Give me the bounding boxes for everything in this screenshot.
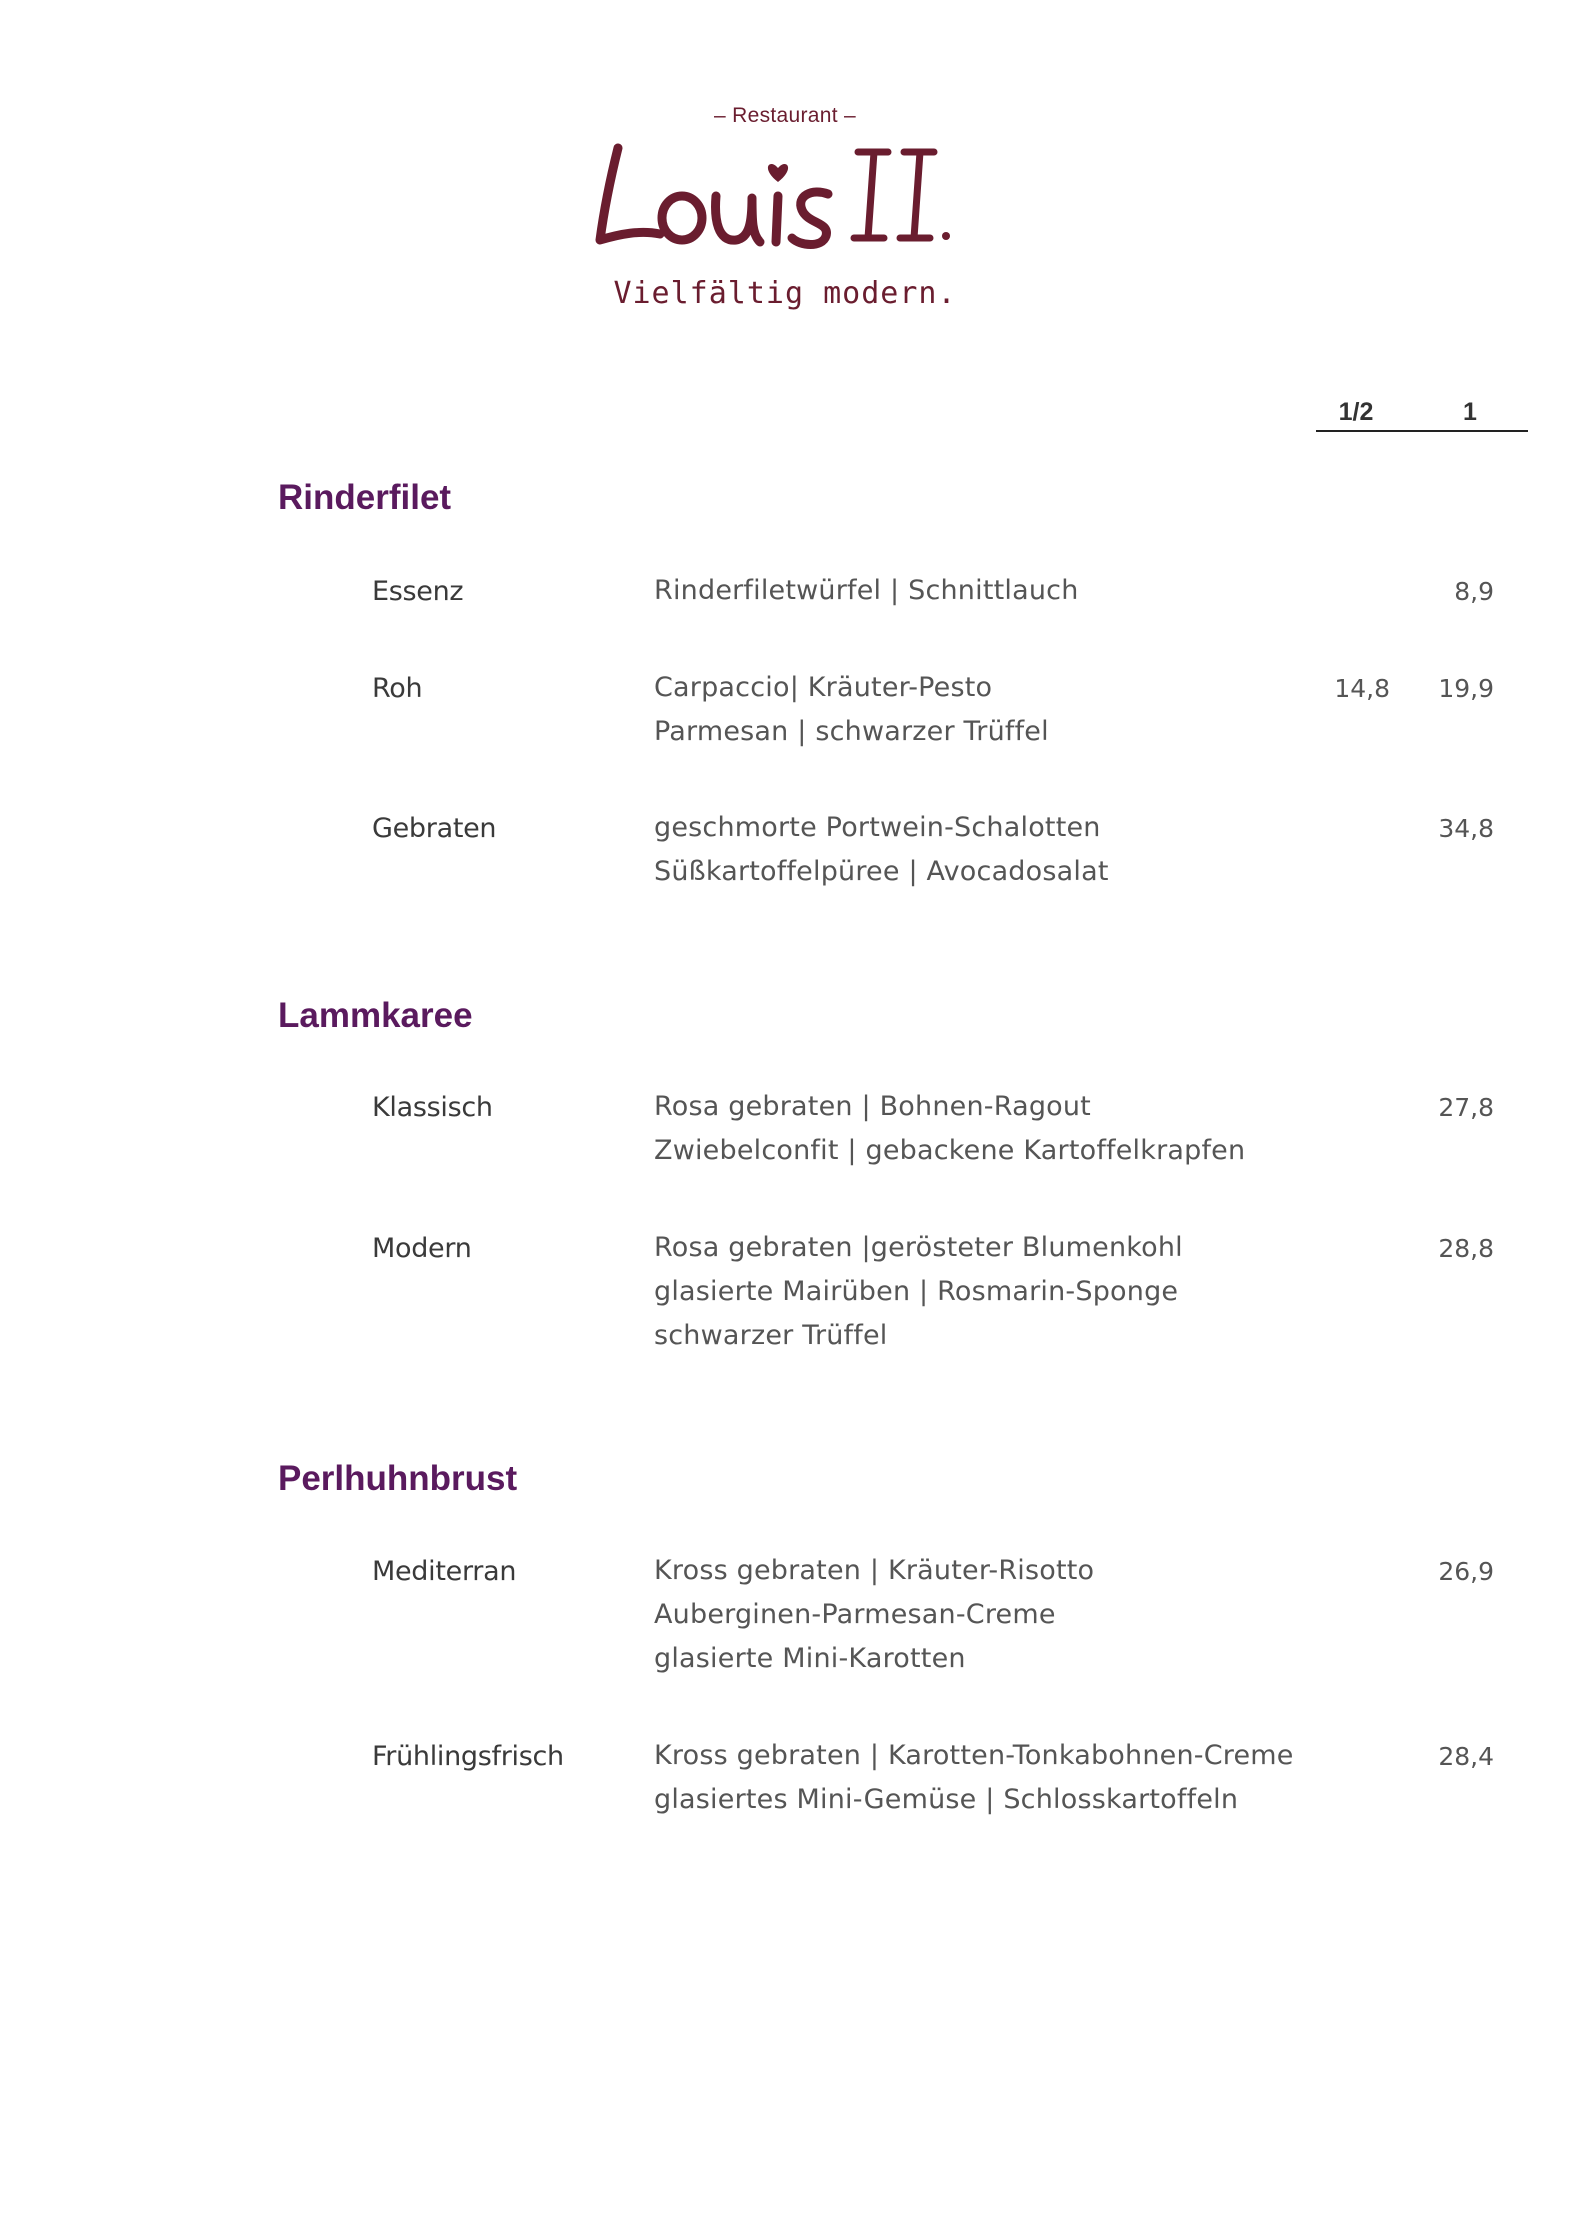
price-column-full: 1 [1463,398,1477,426]
price-column-half: 1/2 [1338,398,1374,426]
dish-name: Mediterran [372,1556,517,1587]
dish-description: Rosa gebraten | Bohnen-Ragout Zwiebelconfit | gebackene Kartoffelkrapfen [654,1091,1246,1166]
dish-name: Modern [372,1233,472,1264]
dish-description: Kross gebraten | Kräuter-Risotto Auberginen-Parmesan-Creme glasierte Mini-Karotten [654,1555,1095,1674]
logo-wordmark [590,130,990,260]
price-half: 14,8 [1334,674,1390,703]
price-full: 27,8 [1438,1093,1494,1122]
section-title: Perlhuhnbrust [278,1459,518,1498]
price-full: 19,9 [1438,674,1494,703]
restaurant-label: – Restaurant – [714,104,856,127]
dish-description: Carpaccio| Kräuter-Pesto Parmesan | schwarzer Trüffel [654,672,1049,747]
dish-name: Gebraten [372,813,497,844]
section-title: Lammkaree [278,996,473,1035]
dish-name: Klassisch [372,1092,493,1123]
price-full: 28,8 [1438,1234,1494,1263]
dish-description: geschmorte Portwein-Schalotten Süßkartoffelpüree | Avocadosalat [654,812,1109,887]
price-full: 28,4 [1438,1742,1494,1771]
section-title: Rinderfilet [278,478,452,517]
dish-description: Rinderfiletwürfel | Schnittlauch [654,575,1079,606]
price-full: 34,8 [1438,814,1494,843]
dish-name: Frühlingsfrisch [372,1741,564,1772]
dish-description: Kross gebraten | Karotten-Tonkabohnen-Creme glasiertes Mini-Gemüse | Schlosskartoffeln [654,1740,1294,1815]
price-full: 8,9 [1454,577,1494,606]
dish-description: Rosa gebraten |gerösteter Blumenkohl glasierte Mairüben | Rosmarin-Sponge schwarzer Trüffel [654,1232,1183,1351]
restaurant-logo [0,100,1570,330]
dish-name: Roh [372,673,423,704]
tagline: Vielfältig modern. [613,276,957,311]
dish-name: Essenz [372,576,464,607]
column-underline [1316,430,1528,432]
price-full: 26,9 [1438,1557,1494,1586]
